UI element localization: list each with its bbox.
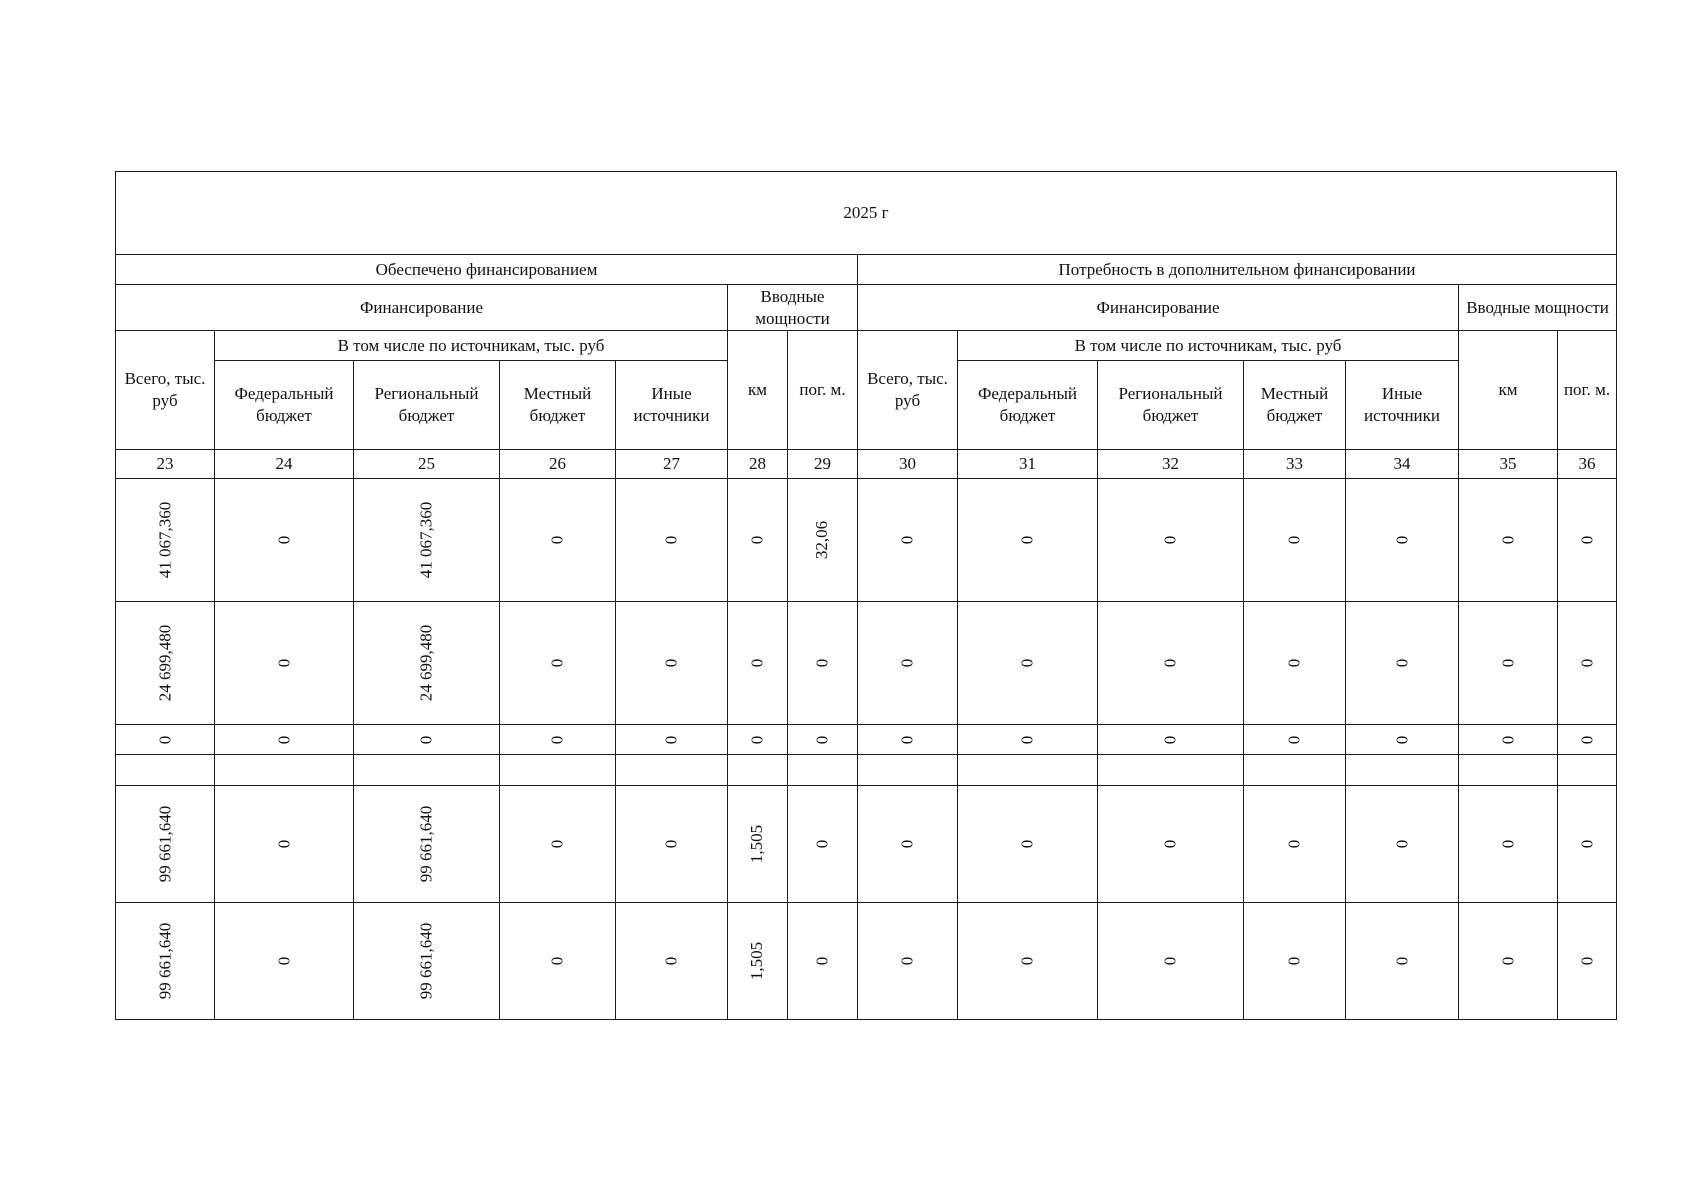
data-cell: 0 <box>1244 479 1346 602</box>
data-cell: 0 <box>616 602 728 725</box>
data-cell: 0 <box>1346 479 1459 602</box>
data-cell: 0 <box>1346 903 1459 1020</box>
col-header-federal: Федеральный бюджет <box>215 361 354 450</box>
data-cell: 0 <box>1098 479 1244 602</box>
data-cell <box>728 755 788 786</box>
year-header: 2025 г <box>116 172 1617 255</box>
data-cell <box>858 755 958 786</box>
data-cell: 0 <box>500 479 616 602</box>
data-cell: 0 <box>616 786 728 903</box>
secured-financing-header: Обеспечено финансированием <box>116 255 858 285</box>
data-cell: 0 <box>958 479 1098 602</box>
table-row <box>116 725 1617 755</box>
column-number: 25 <box>354 450 500 479</box>
data-cell: 0 <box>616 903 728 1020</box>
data-cell: 1,505 <box>728 903 788 1020</box>
data-cell: 0 <box>215 725 354 755</box>
data-cell: 0 <box>1558 602 1617 725</box>
data-cell: 0 <box>500 602 616 725</box>
data-cell <box>354 755 500 786</box>
col-header-other: Иные источники <box>1346 361 1459 450</box>
data-cell: 0 <box>1098 786 1244 903</box>
data-cell: 0 <box>1459 479 1558 602</box>
data-cell <box>1244 755 1346 786</box>
financing-table <box>115 171 1617 1020</box>
data-cell: 0 <box>1244 725 1346 755</box>
col-header-km: км <box>1459 331 1558 450</box>
column-number: 30 <box>858 450 958 479</box>
data-cell <box>788 755 858 786</box>
column-number: 31 <box>958 450 1098 479</box>
data-cell: 0 <box>1346 725 1459 755</box>
col-header-total: Всего, тыс. руб <box>858 331 958 450</box>
secured-by-sources-header: В том числе по источникам, тыс. руб <box>215 331 728 361</box>
data-cell: 0 <box>215 903 354 1020</box>
data-cell: 0 <box>1098 903 1244 1020</box>
need-financing-subheader: Финансирование <box>858 285 1459 331</box>
data-cell: 0 <box>500 903 616 1020</box>
column-number: 36 <box>1558 450 1617 479</box>
data-cell: 0 <box>958 786 1098 903</box>
data-cell: 0 <box>788 903 858 1020</box>
data-cell <box>1098 755 1244 786</box>
data-cell <box>958 755 1098 786</box>
data-cell: 0 <box>116 725 215 755</box>
col-header-federal: Федеральный бюджет <box>958 361 1098 450</box>
data-cell: 0 <box>728 602 788 725</box>
col-header-local: Местный бюджет <box>1244 361 1346 450</box>
data-cell <box>616 755 728 786</box>
need-by-sources-header: В том числе по источникам, тыс. руб <box>958 331 1459 361</box>
data-cell: 0 <box>1244 786 1346 903</box>
data-cell: 0 <box>788 786 858 903</box>
col-header-local: Местный бюджет <box>500 361 616 450</box>
column-number: 23 <box>116 450 215 479</box>
data-cell: 0 <box>1459 602 1558 725</box>
data-cell: 0 <box>788 602 858 725</box>
data-cell: 0 <box>215 786 354 903</box>
column-number: 34 <box>1346 450 1459 479</box>
column-number: 29 <box>788 450 858 479</box>
col-header-total: Всего, тыс. руб <box>116 331 215 450</box>
col-header-pog: пог. м. <box>788 331 858 450</box>
data-cell: 0 <box>1558 903 1617 1020</box>
data-cell <box>116 755 215 786</box>
secured-financing-subheader: Финансирование <box>116 285 728 331</box>
data-cell: 0 <box>858 903 958 1020</box>
data-cell: 0 <box>500 725 616 755</box>
col-header-regional: Региональный бюджет <box>1098 361 1244 450</box>
data-cell <box>1346 755 1459 786</box>
data-cell: 99 661,640 <box>116 903 215 1020</box>
data-cell: 0 <box>958 903 1098 1020</box>
data-cell <box>215 755 354 786</box>
data-cell: 0 <box>858 602 958 725</box>
column-number: 35 <box>1459 450 1558 479</box>
data-cell: 32,06 <box>788 479 858 602</box>
data-cell: 99 661,640 <box>354 786 500 903</box>
data-cell: 0 <box>1459 725 1558 755</box>
data-cell: 0 <box>858 479 958 602</box>
col-header-regional: Региональный бюджет <box>354 361 500 450</box>
data-cell: 0 <box>1244 602 1346 725</box>
column-number: 24 <box>215 450 354 479</box>
data-cell: 0 <box>215 602 354 725</box>
col-header-pog: пог. м. <box>1558 331 1617 450</box>
column-number: 33 <box>1244 450 1346 479</box>
data-cell <box>1558 755 1617 786</box>
data-cell: 0 <box>1244 903 1346 1020</box>
data-cell: 0 <box>1558 786 1617 903</box>
column-number: 28 <box>728 450 788 479</box>
data-cell: 0 <box>858 725 958 755</box>
data-cell: 0 <box>958 725 1098 755</box>
data-cell: 0 <box>788 725 858 755</box>
data-cell: 1,505 <box>728 786 788 903</box>
column-number: 32 <box>1098 450 1244 479</box>
data-cell: 0 <box>354 725 500 755</box>
column-number: 27 <box>616 450 728 479</box>
col-header-other: Иные источники <box>616 361 728 450</box>
data-cell: 0 <box>1558 479 1617 602</box>
data-cell: 24 699,480 <box>116 602 215 725</box>
secured-capacity-header: Вводные мощности <box>728 285 858 331</box>
data-cell: 0 <box>1346 786 1459 903</box>
table-row <box>116 786 1617 903</box>
table-row <box>116 602 1617 725</box>
column-number-row <box>116 450 1617 479</box>
column-number: 26 <box>500 450 616 479</box>
additional-financing-need-header: Потребность в дополнительном финансировании <box>858 255 1617 285</box>
data-cell: 0 <box>616 725 728 755</box>
data-cell: 41 067,360 <box>116 479 215 602</box>
data-cell: 99 661,640 <box>116 786 215 903</box>
data-cell: 0 <box>1098 602 1244 725</box>
data-cell: 0 <box>215 479 354 602</box>
data-cell <box>1459 755 1558 786</box>
data-cell: 0 <box>616 479 728 602</box>
data-cell: 0 <box>500 786 616 903</box>
data-cell: 0 <box>858 786 958 903</box>
data-cell: 0 <box>728 479 788 602</box>
data-cell: 0 <box>1558 725 1617 755</box>
data-cell <box>500 755 616 786</box>
table-row <box>116 755 1617 786</box>
data-cell: 0 <box>1346 602 1459 725</box>
data-cell: 24 699,480 <box>354 602 500 725</box>
table-row <box>116 479 1617 602</box>
need-capacity-header: Вводные мощности <box>1459 285 1617 331</box>
data-cell: 0 <box>1098 725 1244 755</box>
data-cell: 0 <box>1459 903 1558 1020</box>
data-cell: 41 067,360 <box>354 479 500 602</box>
data-cell: 0 <box>728 725 788 755</box>
data-cell: 0 <box>958 602 1098 725</box>
data-cell: 99 661,640 <box>354 903 500 1020</box>
data-cell: 0 <box>1459 786 1558 903</box>
col-header-km: км <box>728 331 788 450</box>
table-row <box>116 903 1617 1020</box>
